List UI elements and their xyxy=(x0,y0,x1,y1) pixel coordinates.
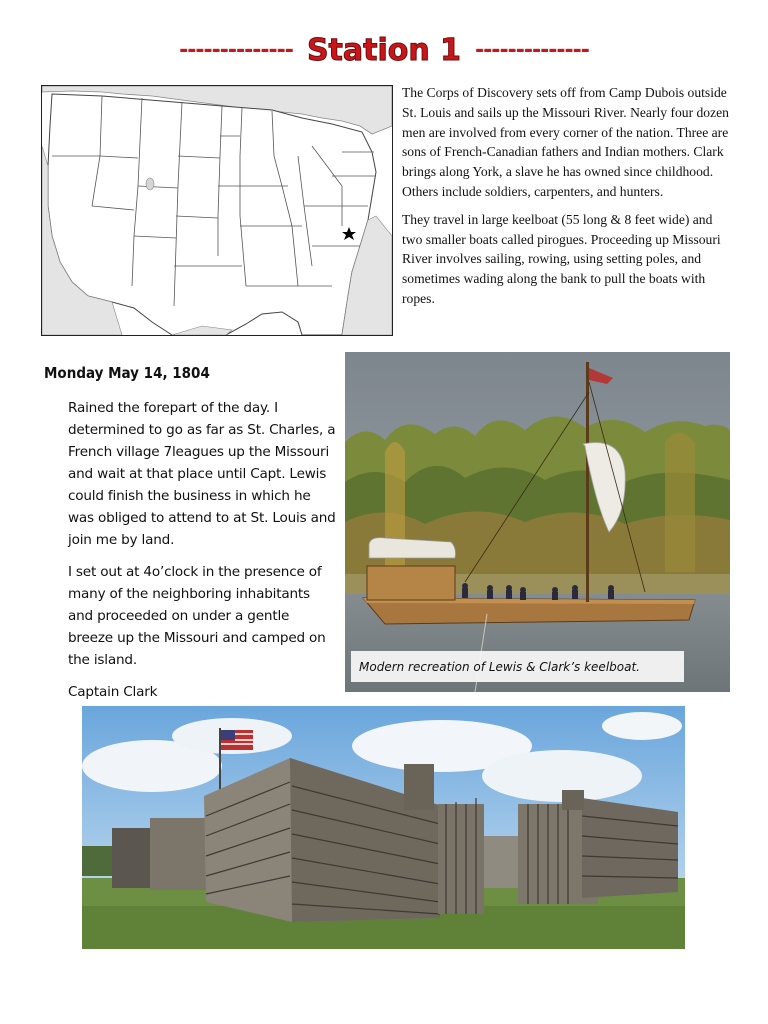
keelboat-photo xyxy=(345,352,730,692)
journal-paragraph-2: I set out at 4o’clock in the presence of many of the neighboring inhabitants and proceeded on under a gentle breeze up the Missouri and camped on the island. xyxy=(68,564,326,668)
title-right-dashes: -------------- xyxy=(475,37,589,63)
journal-signature: Captain Clark xyxy=(68,684,158,700)
journal-paragraph-1: Rained the forepart of the day. I determined to go as far as St. Charles, a French village 7leagues up the Missouri and wait at that place until Capt. Lewis could finish the business in which he was obliged to attend to at St. Louis and join me by land. xyxy=(68,400,336,548)
fort-photo xyxy=(82,706,685,949)
intro-paragraph-2: They travel in large keelboat (55 long & 8 feet wide) and two smaller boats called pirogues. Proceeding up Missouri River involves sailing, rowing, using setting poles, and sometimes wading along the bank to pull the boats with ropes. xyxy=(402,211,721,306)
camp-dubois-fort-illustration xyxy=(82,706,685,949)
journal-date: Monday May 14, 1804 xyxy=(44,364,210,382)
title-text: Station 1 xyxy=(306,32,462,68)
us-map xyxy=(41,85,393,336)
title-left-dashes: -------------- xyxy=(179,37,293,63)
intro-text xyxy=(402,83,734,317)
keelboat-caption: Modern recreation of Lewis & Clark’s keelboat. xyxy=(351,651,684,682)
station-title xyxy=(0,30,768,70)
journal-entry xyxy=(68,397,336,713)
us-map-outline xyxy=(42,86,392,335)
intro-paragraph-1: The Corps of Discovery sets off from Camp Dubois outside St. Louis and sails up the Missouri River. Nearly four dozen men are involved from every corner of the nation. Three are sons of French-Canadian fathers and Indian mothers. Clark brings along York, a slave he has owned since childhood. Others include soldiers, carpenters, and hunters. xyxy=(402,85,729,199)
keelboat-illustration xyxy=(345,352,730,692)
